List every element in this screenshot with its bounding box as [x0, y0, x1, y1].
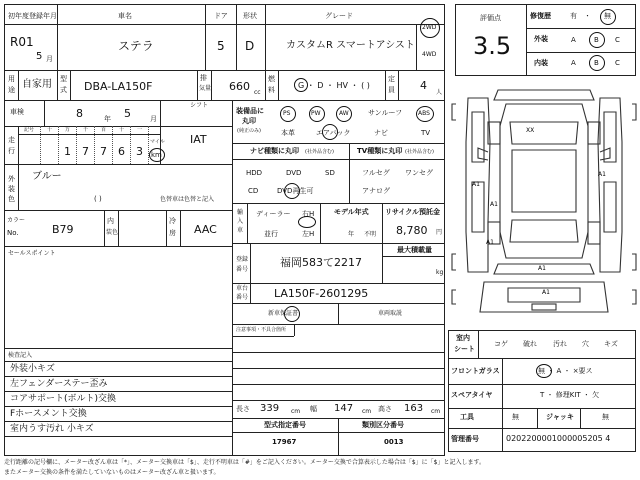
sheet-item: コゲ [494, 340, 508, 348]
front-glass-label: フロントガラス [451, 367, 500, 375]
car-damage-diagram [448, 82, 640, 328]
vehicle-manual: 車両取説 [378, 310, 403, 317]
category-value: 0013 [384, 438, 404, 446]
chassis-label-2: 番号 [236, 294, 249, 301]
tools-value: 無 [512, 413, 519, 421]
model-label: 型 [60, 75, 67, 83]
digit-label: 記号 [24, 127, 35, 133]
category-label: 類別区分番号 [362, 421, 404, 429]
registration-number: 福岡583て2217 [280, 256, 362, 269]
recycle-unit: 円 [436, 229, 443, 236]
mileage-digit: 7 [100, 145, 107, 158]
tv-item: フルセグ [362, 169, 390, 177]
registration-label-2: 番号 [236, 266, 249, 273]
navi-item: HDD [246, 169, 263, 177]
recycle-label: リサイクル預託金 [385, 208, 441, 216]
cc-unit: cc [254, 89, 261, 96]
fuel-options: G ・ D ・ HV ・ ( ) [298, 81, 370, 90]
use-value: 自家用 [22, 79, 52, 90]
damage-mark: A1 [538, 265, 546, 272]
inspector-note: 外装小キズ [10, 364, 55, 374]
shape: D [245, 39, 255, 53]
inspector-note: Fホースメント交換 [10, 409, 87, 419]
damage-mark: A1 [598, 171, 606, 178]
sheet-item: 穴 [582, 340, 589, 348]
mileage-digit: 3 [136, 145, 143, 158]
front-glass-value: 無 ・ A ・ ×要ス [538, 367, 593, 375]
navi-item: SD [325, 169, 335, 177]
spare-tire-label: スペアタイヤ [451, 391, 493, 399]
mileage-digit: 1 [64, 145, 71, 158]
equip-item: PS [283, 110, 291, 117]
model-label-2: 式 [60, 86, 67, 94]
jack-value: 無 [602, 413, 609, 421]
inspector-label: 検査記入 [8, 352, 33, 359]
score-value: 3.5 [473, 32, 512, 60]
repair-label: 修復歴 [530, 12, 551, 20]
inspection-month: 5 [124, 107, 131, 120]
interior-grade-label: 内装 [534, 59, 548, 67]
use-label: 用 [8, 75, 15, 83]
caution-label: 注意事項・不具合箇所 [236, 327, 287, 333]
digit-label: 千 [83, 127, 89, 133]
month-unit: 月 [46, 55, 53, 63]
drive-4wd: 4WD [422, 51, 437, 58]
length-unit: cm [291, 408, 301, 415]
import-label-3: 車 [237, 227, 244, 234]
damage-mark: XX [526, 127, 535, 134]
shift-label: シフト [190, 102, 209, 109]
registration-label: 登録 [236, 256, 249, 263]
interior-grade: B [594, 59, 599, 67]
color-no-label-2: No. [7, 229, 19, 237]
digit-label: 十 [47, 127, 53, 133]
mileage-digit: 6 [118, 145, 125, 158]
inspector-note: コアサポート(ボルト)交換 [10, 394, 117, 404]
exterior-paren: ( ) [94, 195, 102, 203]
fuel-label-2: 料 [268, 86, 275, 94]
equip-item: サンルーフ [368, 109, 403, 117]
doors-label: ドア [214, 12, 228, 20]
shift-value: IAT [190, 133, 207, 146]
width-label: 幅 [310, 405, 317, 413]
mileage-digit: 7 [82, 145, 89, 158]
sales-point-label: セールスポイント [8, 250, 56, 257]
right-hand: 右H [302, 210, 315, 218]
digit-label: 十 [119, 127, 125, 133]
left-hand: 左H [302, 230, 315, 238]
navi-item: DVD再生可 [277, 187, 314, 195]
management-number: 0202200001000005205 4 [506, 434, 611, 443]
equip-item: ABS [418, 110, 430, 117]
model-year-unit: 年 [348, 231, 355, 238]
right-hand-circle [298, 216, 316, 228]
inspector-note: 左フェンダーステー歪み [10, 379, 108, 389]
interior-sheet-label-2: シート [454, 345, 475, 353]
reg-year: R01 [10, 35, 34, 49]
exterior-label-3: 色 [8, 195, 15, 203]
model-year-unknown: 不明 [364, 231, 377, 238]
fuel-label: 燃 [268, 75, 275, 83]
length-label: 長さ [236, 405, 250, 413]
navi-title-small: (社外品含む) [305, 149, 334, 155]
sheet-item: 破れ [523, 340, 537, 348]
equipment-title-2: 丸印 [242, 117, 256, 125]
equip-item: PW [311, 110, 321, 117]
capacity-unit: 人 [436, 89, 443, 96]
height-unit: cm [431, 408, 441, 415]
jack-label: ジャッキ [546, 413, 574, 421]
mileage-label: 走 [8, 136, 15, 144]
width-value: 147 [334, 403, 354, 414]
grade-label: グレード [325, 12, 353, 20]
mileage-label-2: 行 [8, 147, 15, 155]
equip-item: 本革 [281, 129, 295, 137]
doors: 5 [217, 39, 225, 53]
digit-label: 万 [65, 127, 71, 133]
interior-grade: C [615, 59, 620, 67]
capacity-label: 定 [388, 75, 395, 83]
chassis-number: LA150F-2601295 [274, 287, 369, 300]
spare-tire-value: T ・ 修理KIT ・ 欠 [540, 391, 600, 399]
exterior-grade: C [615, 36, 620, 44]
import-label-2: 入 [237, 218, 244, 225]
equipment-title-3: (純正のみ) [237, 128, 261, 134]
model-year-label: モデル年式 [334, 208, 369, 216]
tv-item: アナログ [362, 187, 390, 195]
navi-title: ナビ種類に丸印 [250, 147, 299, 155]
repair-no: 無 [604, 12, 611, 20]
equip-item: TV [421, 129, 431, 137]
model: DBA-LA150F [84, 80, 153, 93]
tv-item: ワンセグ [405, 169, 433, 177]
km-unit: km [151, 151, 162, 159]
digit-label: 百 [101, 127, 107, 133]
repair-dot: ・ [584, 12, 591, 20]
grade: カスタムR スマートアシスト [286, 40, 415, 51]
import-parallel: 並行 [264, 230, 278, 238]
interior-color-label: 内 [107, 217, 114, 225]
management-label: 管理番号 [451, 435, 479, 443]
car-name: ステラ [118, 39, 154, 53]
max-load-label: 最大積載量 [397, 246, 432, 254]
width-unit: cm [362, 408, 372, 415]
max-load-unit: kg [436, 269, 444, 276]
designation-label: 型式指定番号 [264, 421, 306, 429]
footer-line-1: 走行距離の記号欄に、メーター改ざん車は「*」、メーター交換車は「$」、走行不明車は「#」をご記入ください。メーター交換で合算表示した場合は「$」に「$」と記入します。 [4, 459, 486, 466]
front-glass-circle [536, 364, 552, 378]
exterior-grade-label: 外装 [534, 35, 548, 43]
equipment-title: 装備品に [236, 107, 264, 115]
mile-unit: マイル [150, 139, 165, 145]
reg-month: 5 [36, 51, 43, 62]
tv-title-small: (社外品含む) [405, 149, 434, 155]
exterior-label-2: 装 [8, 185, 15, 193]
shape-label: 形状 [243, 12, 257, 20]
score-label: 評価点 [480, 14, 501, 22]
chassis-label: 車台 [236, 285, 249, 292]
inspection-year-unit: 年 [104, 115, 111, 123]
damage-mark: A1 [542, 289, 550, 296]
interior-grade: A [571, 59, 576, 67]
car-name-label: 車名 [118, 12, 132, 20]
inspection-label: 車検 [10, 108, 24, 116]
exterior-note: 色替車は色替と記入 [160, 196, 215, 203]
footer-line-2: またメーター交換の条件を満たしていないものはメーター改ざん車と扱います。 [4, 469, 220, 476]
height-label: 高さ [378, 405, 392, 413]
exterior-color: ブルー [32, 171, 62, 182]
tv-title: TV種類に丸印 [357, 147, 403, 155]
navi-item: CD [248, 187, 259, 195]
interior-sheet-label: 室内 [456, 334, 470, 342]
color-no-label: カラー [7, 217, 26, 224]
exterior-grade: B [594, 36, 599, 44]
import-label: 輸 [237, 209, 244, 216]
displacement-label-2: 気量 [199, 85, 212, 92]
navi-item: DVD [286, 169, 302, 177]
ac-label-2: 房 [169, 229, 176, 237]
use-label-2: 途 [8, 86, 15, 94]
interior-color-label-2: 装色 [106, 229, 119, 236]
import-dealer: ディーラー [256, 210, 291, 218]
color-no: B79 [52, 223, 74, 236]
digit-label: 一 [137, 127, 143, 133]
inspection-month-unit: 月 [150, 115, 157, 123]
equip-item: ナビ [374, 129, 388, 137]
damage-mark: A1 [472, 181, 480, 188]
drive-2wd: 2WD [422, 24, 437, 31]
capacity-label-2: 員 [388, 86, 395, 94]
sheet-item: キズ [604, 340, 618, 348]
new-car-warranty: 新車保証書 [268, 310, 299, 317]
recycle-value: 8,780 [396, 224, 428, 237]
damage-mark: A1 [486, 239, 494, 246]
length-value: 339 [260, 403, 280, 414]
equip-item: エアバック [316, 129, 351, 137]
repair-yes: 有 [570, 12, 577, 20]
exterior-grade: A [571, 36, 576, 44]
inspection-year: 8 [76, 107, 83, 120]
damage-mark: A1 [490, 201, 498, 208]
ac-label: 冷 [169, 217, 176, 225]
exterior-label: 外 [8, 175, 15, 183]
height-value: 163 [404, 403, 424, 414]
tools-label: 工具 [460, 413, 474, 421]
equip-item: AW [339, 110, 349, 117]
designation-value: 17967 [272, 438, 297, 446]
displacement: 660 [229, 80, 250, 93]
first-reg-label: 初年度登録年月 [8, 12, 57, 20]
ac-value: AAC [194, 223, 217, 236]
capacity: 4 [420, 79, 427, 92]
sheet-item: 汚れ [553, 340, 567, 348]
inspector-note: 室内うす汚れ 小キズ [10, 424, 94, 434]
displacement-label: 排 [200, 74, 207, 82]
